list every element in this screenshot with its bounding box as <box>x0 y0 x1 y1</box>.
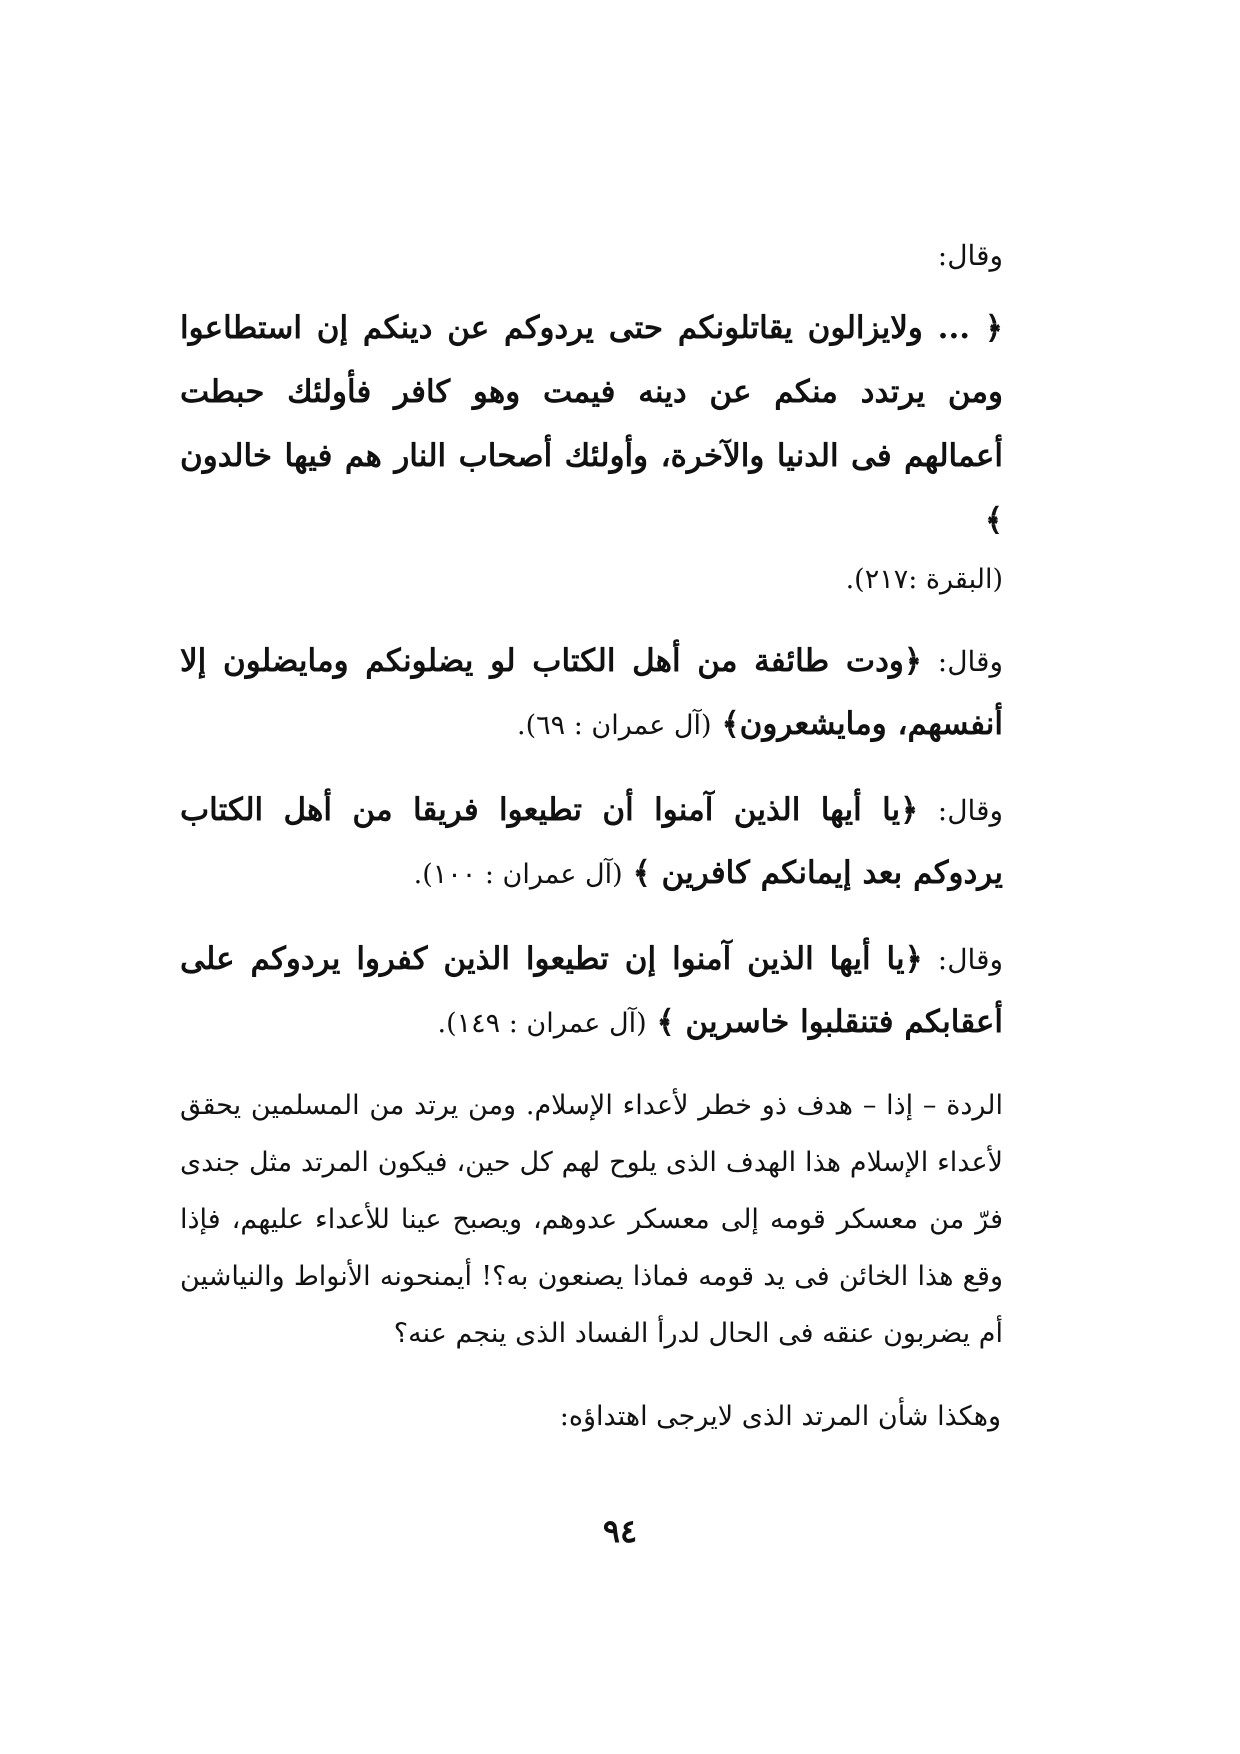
verse-lead: وقال: <box>937 794 1003 827</box>
verse-citation: (آل عمران : ٦٩). <box>516 710 712 741</box>
verse-baqarah-217: ﴿ ... ولايزالون يقاتلونكم حتى يردوكم عن دينكم إن استطاعوا ومن يرتدد منكم عن دينه فيمت وهو كافر فأولئك حبطت أعمالهم فى الدنيا والآخرة، وأولئك أصحاب النار هم فيها خالدون ﴾ <box>180 310 1003 538</box>
closing-line: وهكذا شأن المرتد الذى لايرجى اهتداؤه: <box>559 1401 1001 1432</box>
citation-baqarah-217: (البقرة :٢١٧). <box>845 564 1003 595</box>
verse-al-imran-69 <box>180 630 1003 757</box>
page-number: ٩٤ <box>602 1512 638 1550</box>
verse-text: ﴿ودت طائفة من أهل الكتاب لو يضلونكم ومايضلون إلا أنفسهم، ومايشعرون﴾ <box>180 643 1003 742</box>
verse-citation: (آل عمران : ١٠٠). <box>413 859 623 890</box>
verse-text: ﴿يا أيها الذين آمنوا أن تطيعوا فريقا من أهل الكتاب يردوكم بعد إيمانكم كافرين ﴾ <box>180 792 1003 891</box>
verse-lead: وقال: <box>937 645 1003 678</box>
verse-lead: وقال: <box>937 943 1003 976</box>
intro-said: وقال: <box>937 239 1003 272</box>
verse-citation: (آل عمران : ١٤٩). <box>437 1008 647 1039</box>
commentary-paragraph: الردة – إذا – هدف ذو خطر لأعداء الإسلام. ومن يرتد من المسلمين يحقق لأعداء الإسلام هذا الهدف الذى يلوح لهم كل حين، فيكون المرتد مثل جندى فرّ من معسكر قومه إلى معسكر عدوهم، ويصبح عينا للأعداء عليهم، فإذا وقع هذا الخائن فى يد قومه فماذا يصنعون به؟! أيمنحونه الأنواط والنياشين أم يضربون عنقه فى الحال لدرأ الفساد الذى ينجم عنه؟ <box>180 1090 1003 1349</box>
page-content <box>180 232 1003 1445</box>
verse-al-imran-100 <box>180 779 1003 906</box>
verse-text: ﴿يا أيها الذين آمنوا إن تطيعوا الذين كفروا يردوكم على أعقابكم فتنقلبوا خاسرين ﴾ <box>180 941 1003 1040</box>
verse-al-imran-149 <box>180 928 1003 1055</box>
